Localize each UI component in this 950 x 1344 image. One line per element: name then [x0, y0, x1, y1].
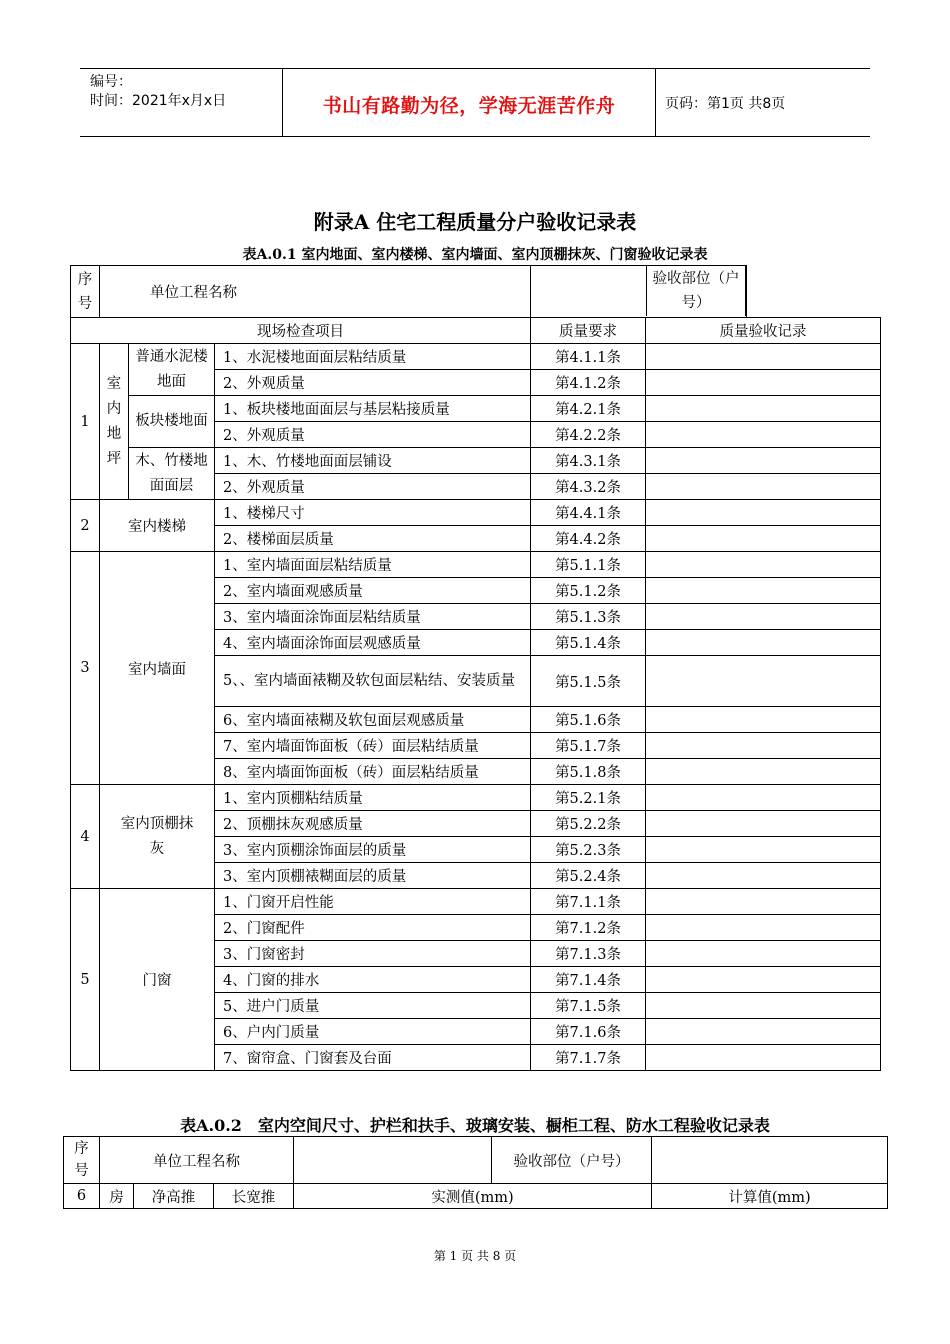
inspection-item: 1、室内顶棚粘结质量	[215, 785, 531, 811]
record-cell[interactable]	[646, 941, 881, 967]
header-meta	[90, 73, 226, 111]
seq-cell: 2	[71, 500, 100, 552]
inspection-item: 8、室内墙面饰面板（砖）面层粘结质量	[215, 759, 531, 785]
requirement-cell: 第5.2.2条	[531, 811, 646, 837]
acceptance-part-label: 验收部位（户号）	[646, 266, 746, 316]
requirement-cell: 第5.2.3条	[531, 837, 646, 863]
requirement-cell: 第5.1.2条	[531, 578, 646, 604]
length-width-label: 长宽推	[214, 1184, 294, 1209]
record-cell[interactable]	[646, 474, 881, 500]
record-cell[interactable]	[646, 344, 881, 370]
inspection-item: 7、窗帘盒、门窗套及台面	[215, 1045, 531, 1071]
record-cell[interactable]	[646, 1019, 881, 1045]
wall-label: 室内墙面	[100, 552, 215, 785]
header-motto: 书山有路勤为径，学海无涯苦作舟	[322, 95, 616, 117]
col-requirement-header: 质量要求	[531, 318, 646, 344]
record-cell[interactable]	[646, 630, 881, 656]
requirement-cell: 第5.2.1条	[531, 785, 646, 811]
document-header	[80, 68, 870, 137]
requirement-cell: 第7.1.5条	[531, 993, 646, 1019]
requirement-cell: 第4.2.2条	[531, 422, 646, 448]
inspection-item: 3、室内顶棚裱糊面层的质量	[215, 863, 531, 889]
seq-cell: 3	[71, 552, 100, 785]
inspection-item: 6、室内墙面裱糊及软包面层观感质量	[215, 707, 531, 733]
requirement-cell: 第7.1.3条	[531, 941, 646, 967]
inspection-item: 7、室内墙面饰面板（砖）面层粘结质量	[215, 733, 531, 759]
record-cell[interactable]	[646, 733, 881, 759]
seq-header: 序号	[71, 266, 100, 318]
seq-cell: 6	[64, 1184, 100, 1209]
requirement-cell: 第7.1.2条	[531, 915, 646, 941]
record-cell[interactable]	[646, 578, 881, 604]
time-label: 时间：2021年x月x日	[90, 93, 227, 109]
table2-title: 表A.0.2 室内空间尺寸、护栏和扶手、玻璃安装、橱柜工程、防水工程验收记录表	[180, 1116, 770, 1135]
record-cell[interactable]	[646, 396, 881, 422]
requirement-cell: 第7.1.1条	[531, 889, 646, 915]
inspection-item: 1、门窗开启性能	[215, 889, 531, 915]
seq-header: 序号	[64, 1137, 100, 1184]
requirement-cell: 第5.1.8条	[531, 759, 646, 785]
header-divider	[655, 69, 656, 136]
record-cell[interactable]	[646, 500, 881, 526]
record-cell[interactable]	[646, 811, 881, 837]
inspection-item: 3、室内墙面涂饰面层粘结质量	[215, 604, 531, 630]
acceptance-part-value[interactable]	[652, 1137, 888, 1184]
record-cell[interactable]	[646, 967, 881, 993]
floor-wood-label: 木、竹楼地面面层	[129, 448, 215, 500]
requirement-cell: 第4.1.2条	[531, 370, 646, 396]
inspection-item: 3、室内顶棚涂饰面层的质量	[215, 837, 531, 863]
floor-cement-label: 普通水泥楼地面	[129, 344, 215, 396]
inspection-item: 4、门窗的排水	[215, 967, 531, 993]
seq-cell: 4	[71, 785, 100, 889]
requirement-cell: 第5.1.1条	[531, 552, 646, 578]
inspection-item: 2、外观质量	[215, 422, 531, 448]
record-cell[interactable]	[646, 422, 881, 448]
requirement-cell: 第4.2.1条	[531, 396, 646, 422]
record-cell[interactable]	[646, 1045, 881, 1071]
room-label: 房	[100, 1184, 134, 1209]
requirement-cell: 第4.3.1条	[531, 448, 646, 474]
requirement-cell: 第4.4.2条	[531, 526, 646, 552]
record-cell[interactable]	[646, 707, 881, 733]
inspection-item: 2、门窗配件	[215, 915, 531, 941]
table1-title: 表A.0.1 室内地面、室内楼梯、室内墙面、室内顶棚抹灰、门窗验收记录表	[242, 247, 708, 263]
col-inspection-header: 现场检查项目	[71, 318, 531, 344]
requirement-cell: 第4.4.1条	[531, 500, 646, 526]
inspection-item: 2、室内墙面观感质量	[215, 578, 531, 604]
record-cell[interactable]	[646, 863, 881, 889]
requirement-cell: 第7.1.7条	[531, 1045, 646, 1071]
inspection-item: 6、户内门质量	[215, 1019, 531, 1045]
seq-cell: 5	[71, 889, 100, 1071]
floor-group-label: 室内地坪	[100, 344, 129, 500]
inspection-item: 1、木、竹楼地面面层铺设	[215, 448, 531, 474]
record-cell[interactable]	[646, 370, 881, 396]
requirement-cell: 第5.1.4条	[531, 630, 646, 656]
requirement-cell: 第7.1.4条	[531, 967, 646, 993]
record-cell[interactable]	[646, 785, 881, 811]
acceptance-table-1	[70, 265, 881, 1071]
stairs-label: 室内楼梯	[100, 500, 215, 552]
inspection-item: 1、楼梯尺寸	[215, 500, 531, 526]
inspection-item: 1、板块楼地面面层与基层粘接质量	[215, 396, 531, 422]
window-label: 门窗	[100, 889, 215, 1071]
acceptance-table-2	[63, 1136, 888, 1209]
document-title: 附录A 住宅工程质量分户验收记录表	[313, 210, 637, 234]
record-cell[interactable]	[646, 604, 881, 630]
requirement-cell: 第5.1.5条	[531, 656, 646, 707]
requirement-cell: 第5.1.6条	[531, 707, 646, 733]
floor-block-label: 板块楼地面	[129, 396, 215, 448]
requirement-cell: 第5.1.7条	[531, 733, 646, 759]
inspection-item: 2、外观质量	[215, 474, 531, 500]
record-cell[interactable]	[646, 889, 881, 915]
requirement-cell: 第5.2.4条	[531, 863, 646, 889]
record-cell[interactable]	[646, 993, 881, 1019]
record-cell[interactable]	[646, 837, 881, 863]
inspection-item: 1、室内墙面面层粘结质量	[215, 552, 531, 578]
measured-value-header: 实测值(mm)	[294, 1184, 652, 1209]
requirement-cell: 第4.3.2条	[531, 474, 646, 500]
inspection-item: 2、外观质量	[215, 370, 531, 396]
net-height-label: 净高推	[134, 1184, 214, 1209]
project-name-label: 单位工程名称	[100, 266, 531, 318]
record-cell[interactable]	[646, 448, 881, 474]
acceptance-part-label: 验收部位（户号）	[492, 1137, 652, 1184]
requirement-cell: 第4.1.1条	[531, 344, 646, 370]
header-page-info: 页码：第1页 共8页	[665, 96, 786, 112]
inspection-item: 2、顶棚抹灰观感质量	[215, 811, 531, 837]
page-footer: 第 1 页 共 8 页	[433, 1249, 517, 1263]
ceiling-label: 室内顶棚抹灰	[100, 785, 215, 889]
record-cell[interactable]	[646, 526, 881, 552]
record-cell[interactable]	[646, 759, 881, 785]
inspection-item: 5、进户门质量	[215, 993, 531, 1019]
project-name-value[interactable]	[294, 1137, 492, 1184]
record-cell[interactable]	[646, 552, 881, 578]
seq-cell: 1	[71, 344, 100, 500]
col-record-header: 质量验收记录	[646, 318, 881, 344]
record-cell[interactable]	[646, 656, 881, 707]
inspection-item: 1、水泥楼地面面层粘结质量	[215, 344, 531, 370]
code-label: 编号：	[90, 74, 132, 90]
requirement-cell: 第5.1.3条	[531, 604, 646, 630]
calculated-value-header: 计算值(mm)	[652, 1184, 888, 1209]
requirement-cell: 第7.1.6条	[531, 1019, 646, 1045]
inspection-item: 2、楼梯面层质量	[215, 526, 531, 552]
record-cell[interactable]	[646, 915, 881, 941]
inspection-item: 4、室内墙面涂饰面层观感质量	[215, 630, 531, 656]
inspection-item: 5、、室内墙面裱糊及软包面层粘结、安装质量	[215, 656, 531, 707]
project-name-label: 单位工程名称	[100, 1137, 294, 1184]
inspection-item: 3、门窗密封	[215, 941, 531, 967]
